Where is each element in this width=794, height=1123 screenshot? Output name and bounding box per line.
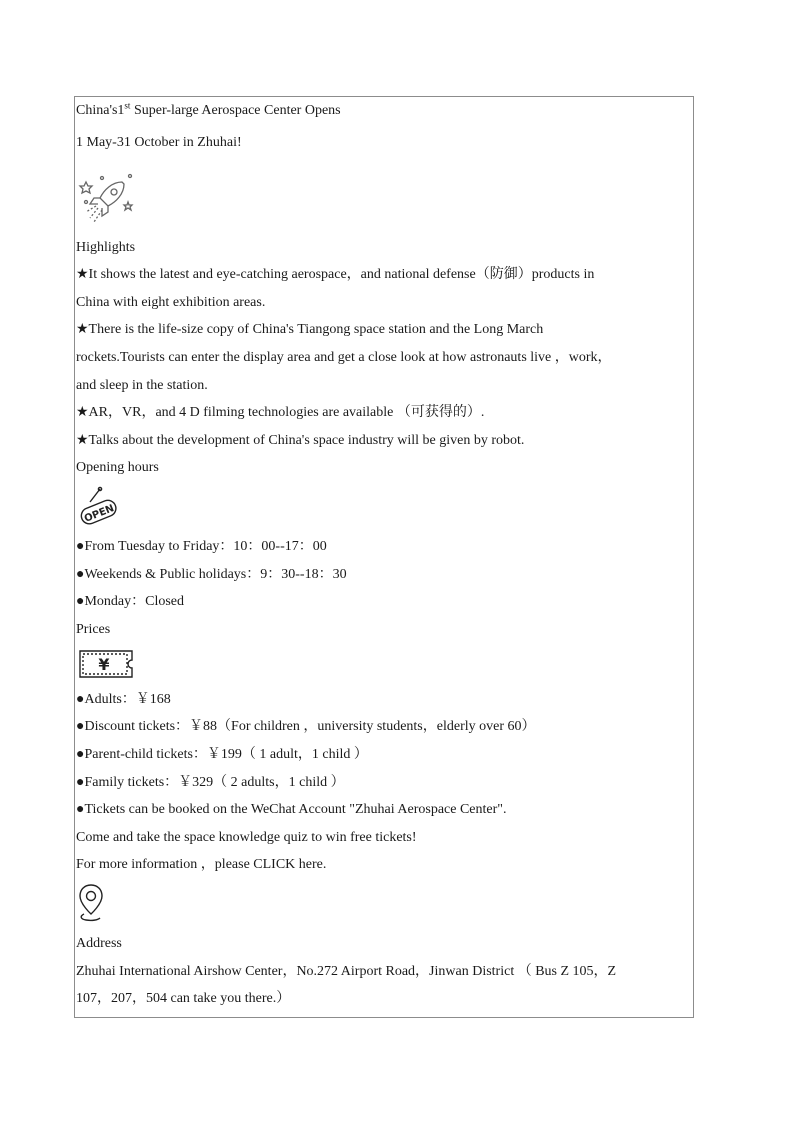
hours-line: ●From Tuesday to Friday：10：00--17：00 [76, 539, 327, 554]
price-line: ●Parent-child tickets：￥199（ 1 adult，1 child ） [76, 747, 368, 762]
hours-line: ●Weekends & Public holidays：9：30--18：30 [76, 567, 347, 582]
page-title: China's1st Super-large Aerospace Center Opens [76, 100, 341, 118]
event-dates: 1 May-31 October in Zhuhai! [76, 135, 242, 150]
prices-heading: Prices [76, 622, 111, 637]
hours-line: ●Monday：Closed [76, 594, 185, 609]
highlight-line: rockets.Tourists can enter the display area and get a close look at how astronauts live ，work， [76, 350, 612, 365]
flyer-frame [74, 96, 694, 1018]
price-line: ●Adults：￥168 [76, 692, 171, 707]
highlight-line: ★AR，VR，and 4 D filming technologies are available （可获得的）. [76, 405, 485, 420]
highlight-line: China with eight exhibition areas. [76, 295, 266, 310]
price-line: ●Discount tickets：￥88（For children ，university students，elderly over 60） [76, 719, 536, 734]
location-pin-icon [78, 882, 104, 924]
hours-heading: Opening hours [76, 460, 159, 475]
more-info-line[interactable]: For more information ，please CLICK here. [76, 857, 327, 872]
rocket-icon [78, 168, 140, 230]
address-line: Zhuhai International Airshow Center，No.272 Airport Road，Jinwan District （ Bus Z 105，Z [76, 964, 617, 979]
svg-text:¥: ¥ [98, 655, 110, 674]
ticket-icon [78, 648, 134, 680]
address-line: 107，207，504 can take you there.） [76, 991, 291, 1006]
booking-line: ●Tickets can be booked on the WeChat Account "Zhuhai Aerospace Center". [76, 802, 507, 817]
price-line: ●Family tickets：￥329（ 2 adults，1 child ） [76, 775, 345, 790]
highlights-heading: Highlights [76, 240, 136, 255]
svg-text:OPEN: OPEN [82, 503, 116, 525]
highlight-line: ★Talks about the development of China's space industry will be given by robot. [76, 433, 525, 448]
highlight-line: and sleep in the station. [76, 378, 208, 393]
highlight-line: ★It shows the latest and eye-catching aerospace，and national defense（防御）products in [76, 267, 595, 282]
highlight-line: ★There is the life-size copy of China's Tiangong space station and the Long March [76, 322, 544, 337]
quiz-line: Come and take the space knowledge quiz to win free tickets! [76, 830, 417, 845]
open-sign-icon [78, 486, 122, 528]
address-heading: Address [76, 936, 122, 951]
